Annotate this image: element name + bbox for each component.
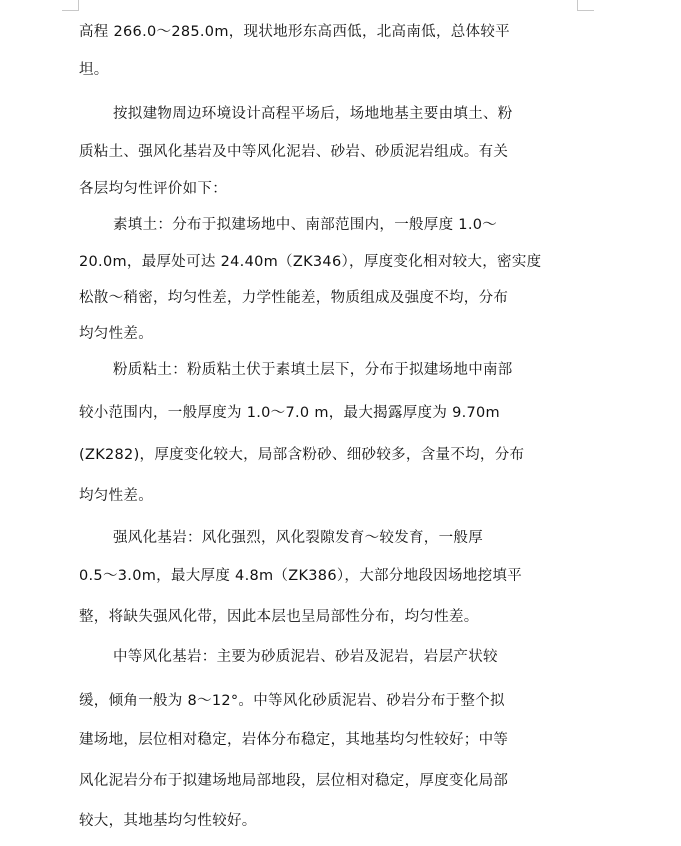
text-line: 粉质粘土：粉质粘土伏于素填土层下，分布于拟建场地中南部 <box>113 362 513 378</box>
text-line: 按拟建物周边环境设计高程平场后，场地地基主要由填土、粉 <box>113 106 513 122</box>
text-line: 20.0m，最厚处可达 24.40m（ZK346），厚度变化相对较大，密实度 <box>79 254 542 270</box>
text-line: 松散～稍密，均匀性差，力学性能差，物质组成及强度不均，分布 <box>79 290 509 306</box>
text-line: 坦。 <box>79 62 109 78</box>
text-line: 较大，其地基均匀性较好。 <box>79 813 257 829</box>
page-corner-mark-right <box>577 0 594 11</box>
text-line: 整，将缺失强风化带，因此本层也呈局部性分布，均匀性差。 <box>79 609 479 625</box>
text-line: 建场地，层位相对稳定，岩体分布稳定，其地基均匀性较好；中等 <box>79 732 509 748</box>
text-line: (ZK282)，厚度变化较大，局部含粉砂、细砂较多，含量不均，分布 <box>79 447 525 463</box>
text-line: 高程 266.0～285.0m，现状地形东高西低，北高南低，总体较平 <box>79 24 510 40</box>
page-corner-mark-left <box>62 0 79 11</box>
text-line: 0.5～3.0m，最大厚度 4.8m（ZK386），大部分地段因场地挖填平 <box>79 568 523 584</box>
text-line: 质粘土、强风化基岩及中等风化泥岩、砂岩、砂质泥岩组成。有关 <box>79 144 509 160</box>
text-line: 强风化基岩：风化强烈，风化裂隙发育～较发育，一般厚 <box>113 530 483 546</box>
text-line: 风化泥岩分布于拟建场地局部地段，层位相对稳定，厚度变化局部 <box>79 773 509 789</box>
text-line: 中等风化基岩：主要为砂质泥岩、砂岩及泥岩，岩层产状较 <box>113 649 498 665</box>
text-line: 较小范围内，一般厚度为 1.0～7.0 m，最大揭露厚度为 9.70m <box>79 405 500 421</box>
text-line: 缓，倾角一般为 8～12°。中等风化砂质泥岩、砂岩分布于整个拟 <box>79 693 505 709</box>
text-line: 各层均匀性评价如下： <box>79 181 227 197</box>
text-line: 素填土：分布于拟建场地中、南部范围内，一般厚度 1.0～ <box>113 217 498 233</box>
text-line: 均匀性差。 <box>79 326 153 342</box>
text-line: 均匀性差。 <box>79 488 153 504</box>
